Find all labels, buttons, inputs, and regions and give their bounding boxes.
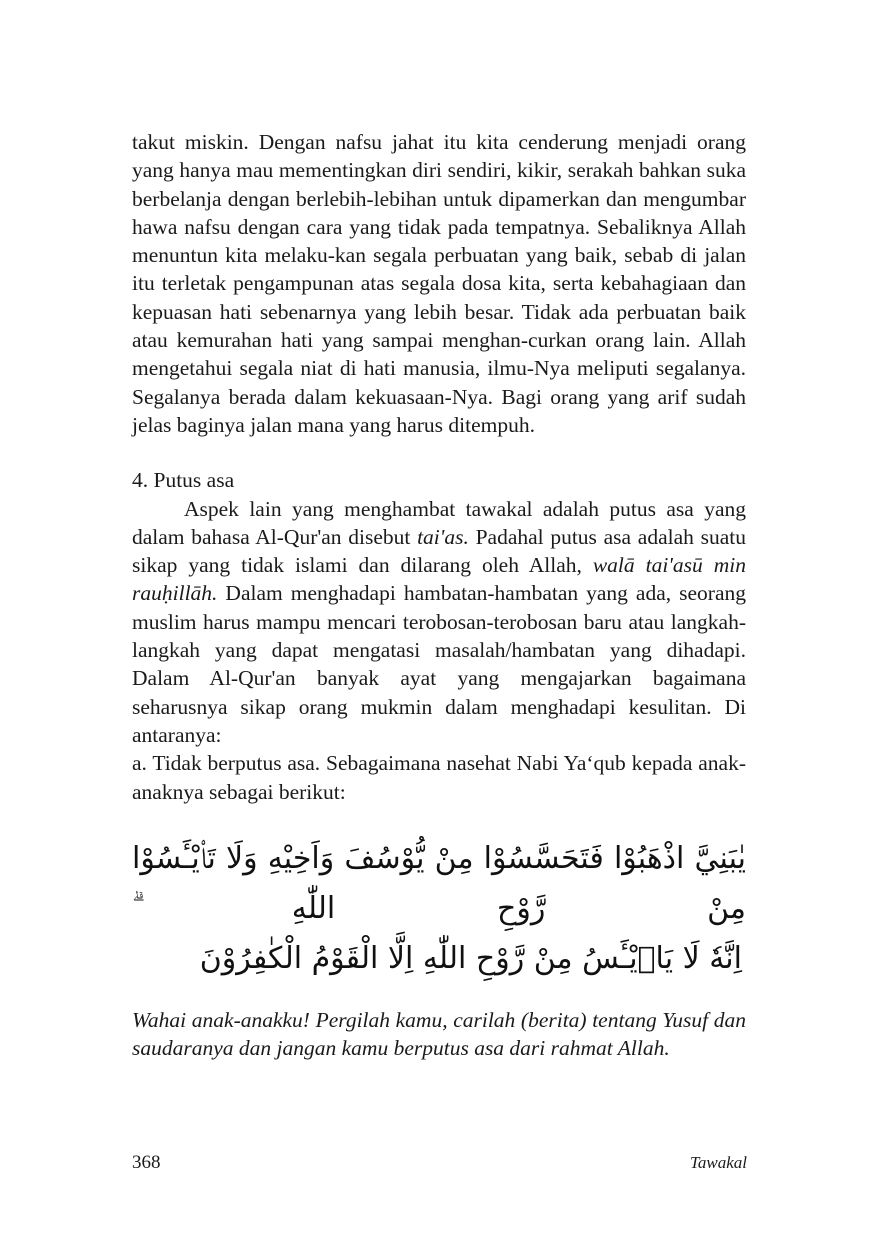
verse-translation: Wahai anak-anakku! Pergilah kamu, carilah (berita) tentang Yusuf dan saudaranya dan jangan kamu berputus asa dari rahmat Allah.	[132, 1007, 746, 1061]
arabic-line: اِنَّهٗ لَا يَا۟يْـَٔسُ مِنْ رَّوْحِ اللّٰهِ اِلَّا الْقَوْمُ الْكٰفِرُوْنَ	[199, 940, 742, 976]
italic-transliteration: walā tai'asū min rauḥillāh.	[132, 553, 746, 606]
paragraph-text: Dalam menghadapi hambatan-hambatan yang ada, seorang muslim harus mampu mencari terobosan-terobosan baru atau langkah-langkah yang dapat mengatasi masalah/hambatan yang dihadapi. Dalam Al-Qur'an banyak ayat yang mengajarkan bagaimana seharusnya sikap orang mukmin dalam menghadapi kesulitan. Di antaranya:	[132, 581, 746, 747]
arabic-line: يٰبَنِيَّ اذْهَبُوْا فَتَحَسَّسُوْا مِنْ يُّوْسُفَ وَاَخِيْهِ وَلَا تَا۟يْـَٔسُوْا مِنْ رَّوْحِ اللّٰهِ ۗ	[132, 840, 746, 926]
running-title: Tawakal	[689, 1153, 747, 1172]
body-paragraph-putus-asa	[132, 495, 746, 750]
quran-verse-arabic	[132, 834, 746, 984]
paragraph-text: Padahal putus asa adalah suatu sikap yang tidak islami dan dilarang oleh Allah,	[132, 524, 746, 578]
page-number: 368	[132, 1152, 161, 1173]
paragraph-text: Aspek lain yang menghambat tawakal adalah putus asa yang dalam bahasa Al-Qur'an disebut	[132, 496, 746, 549]
section-heading: 4. Putus asa	[132, 468, 235, 493]
page-content	[132, 128, 746, 1063]
list-point-a: a. Tidak berputus asa. Sebagaimana nasehat Nabi Ya‘qub kepada anak-anaknya sebagai berikut:	[132, 751, 746, 804]
body-paragraph: takut miskin. Dengan nafsu jahat itu kita cenderung menjadi orang yang hanya mau mementingkan diri sendiri, kikir, serakah bahkan suka berbelanja dengan berlebih-lebihan untuk dipamerkan dan mengumbar hawa nafsu dengan cara yang tidak pada tempatnya. Sebaliknya Allah menuntun kita melaku-kan segala perbuatan yang baik, sebab di jalan itu terletak pengampunan atas segala dosa kita, serta kebahagiaan dan kepuasan hati sebenarnya yang lebih besar. Tidak ada perbuatan baik atau kemurahan hati yang sampai menghan-curkan orang lain. Allah mengetahui segala niat di hati manusia, ilmu-Nya meliputi segalanya. Segalanya berada dalam kekuasaan-Nya. Bagi orang yang arif sudah jelas baginya jalan mana yang harus ditempuh.	[132, 130, 746, 437]
italic-term: tai'as.	[417, 524, 469, 549]
